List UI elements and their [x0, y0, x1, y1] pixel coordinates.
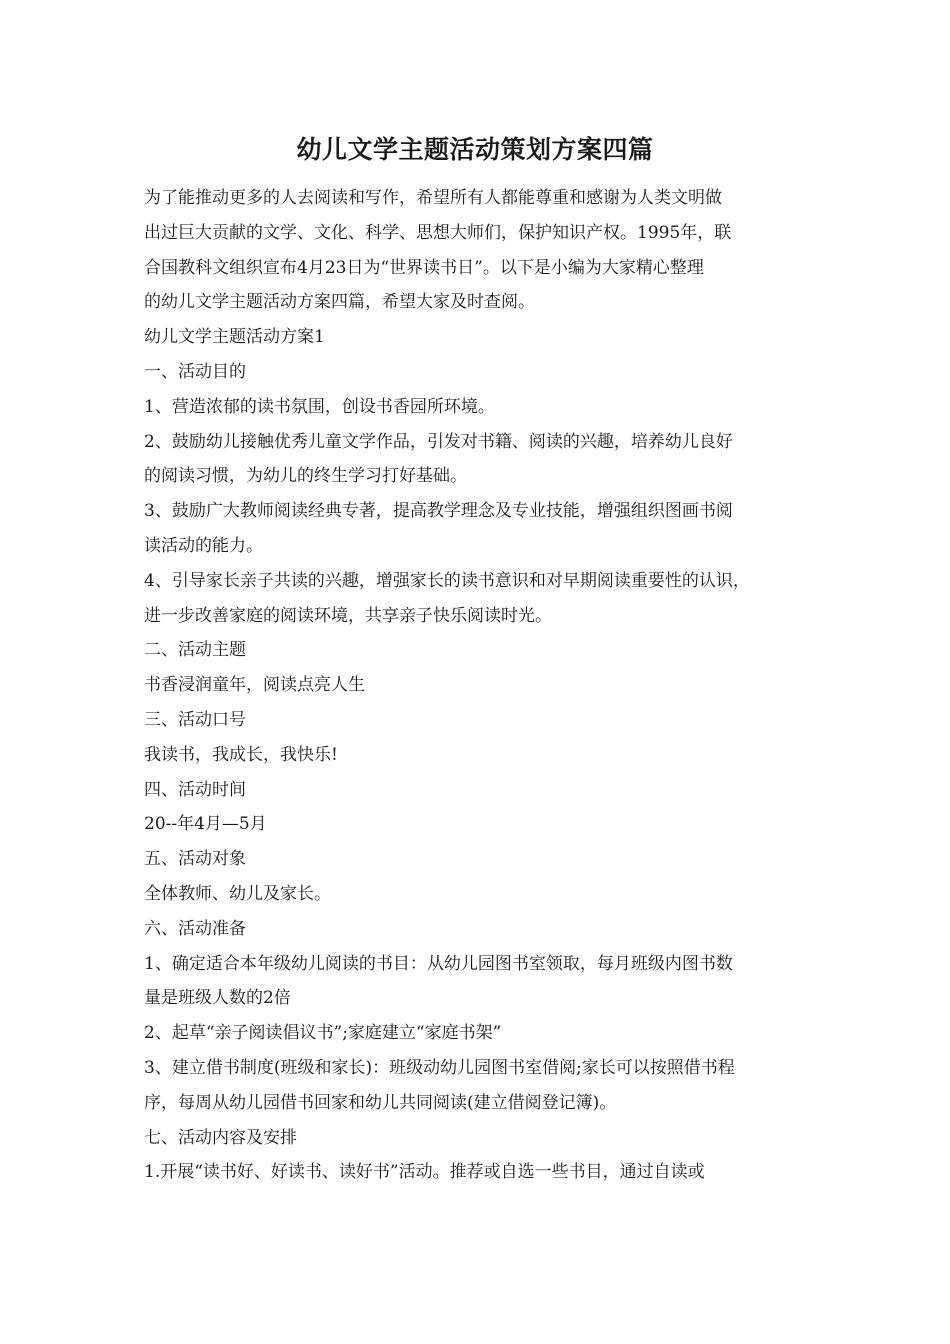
- text-line: 出过巨大贡献的文学、文化、科学、思想大师们，保护知识产权。1995年，联: [144, 222, 732, 243]
- document-body: [144, 181, 824, 1190]
- text-line: 量是班级人数的2倍: [144, 988, 291, 1009]
- text-line: 幼儿文学主题活动方案1: [144, 327, 325, 348]
- text-line: 20--年4月—5月: [144, 814, 267, 835]
- text-line: 1、营造浓郁的读书氛围，创设书香园所环境。: [144, 396, 495, 417]
- text-line: 全体教师、幼儿及家长。: [144, 883, 331, 904]
- paragraph: [144, 842, 824, 877]
- text-line: 我读书，我成长，我快乐!: [144, 744, 338, 765]
- paragraph: [144, 564, 824, 634]
- text-line: 三、活动口号: [144, 709, 246, 730]
- text-line: 读活动的能力。: [144, 535, 263, 556]
- text-line: 的阅读习惯，为幼儿的终生学习打好基础。: [144, 466, 467, 487]
- paragraph: [144, 947, 824, 1017]
- text-line: 四、活动时间: [144, 779, 246, 800]
- text-line: 二、活动主题: [144, 640, 246, 661]
- paragraph: [144, 668, 824, 703]
- text-line: 为了能推动更多的人去阅读和写作，希望所有人都能尊重和感谢为人类文明做: [144, 188, 722, 208]
- text-line: 合国教科文组织宣布4月23日为“世界读书日”。以下是小编为大家精心整理: [144, 257, 704, 278]
- paragraph: [144, 1121, 824, 1156]
- text-line: 3、鼓励广大教师阅读经典专著，提高教学理念及专业技能，增强组织图画书阅: [144, 501, 733, 522]
- text-line: 进一步改善家庭的阅读环境，共享亲子快乐阅读时光。: [144, 605, 552, 626]
- text-line: 1.开展“读书好、好读书、读好书”活动。推荐或自选一些书目，通过自读或: [144, 1162, 705, 1183]
- text-line: 五、活动对象: [144, 849, 246, 870]
- paragraph: [144, 181, 824, 320]
- text-line: 的幼儿文学主题活动方案四篇，希望大家及时查阅。: [144, 292, 535, 313]
- paragraph: [144, 912, 824, 947]
- paragraph: [144, 355, 824, 390]
- paragraph: [144, 703, 824, 738]
- text-line: 一、活动目的: [144, 361, 246, 382]
- paragraph: [144, 807, 824, 842]
- paragraph: [144, 390, 824, 425]
- paragraph: [144, 425, 824, 495]
- paragraph: [144, 320, 824, 355]
- paragraph: [144, 773, 824, 808]
- text-line: 2、鼓励幼儿接触优秀儿童文学作品，引发对书籍、阅读的兴趣，培养幼儿良好: [144, 431, 733, 452]
- text-line: 序，每周从幼儿园借书回家和幼儿共同阅读(建立借阅登记簿)。: [144, 1092, 617, 1113]
- paragraph: [144, 494, 824, 564]
- paragraph: [144, 738, 824, 773]
- document-title: 幼儿文学主题活动策划方案四篇: [296, 135, 654, 164]
- text-line: 书香浸润童年，阅读点亮人生: [144, 675, 365, 696]
- paragraph: [144, 1051, 824, 1121]
- paragraph: [144, 633, 824, 668]
- text-line: 4、引导家长亲子共读的兴趣，增强家长的读书意识和对早期阅读重要性的认识，: [144, 570, 750, 591]
- paragraph: [144, 1016, 824, 1051]
- text-line: 七、活动内容及安排: [144, 1127, 297, 1148]
- text-line: 2、起草“亲子阅读倡议书”;家庭建立“家庭书架”: [144, 1023, 502, 1044]
- paragraph: [144, 877, 824, 912]
- text-line: 六、活动准备: [144, 918, 246, 939]
- text-line: 3、建立借书制度(班级和家长)：班级动幼儿园图书室借阅;家长可以按照借书程: [144, 1057, 735, 1078]
- paragraph: [144, 1155, 824, 1190]
- text-line: 1、确定适合本年级幼儿阅读的书目：从幼儿园图书室领取，每月班级内图书数: [144, 953, 733, 974]
